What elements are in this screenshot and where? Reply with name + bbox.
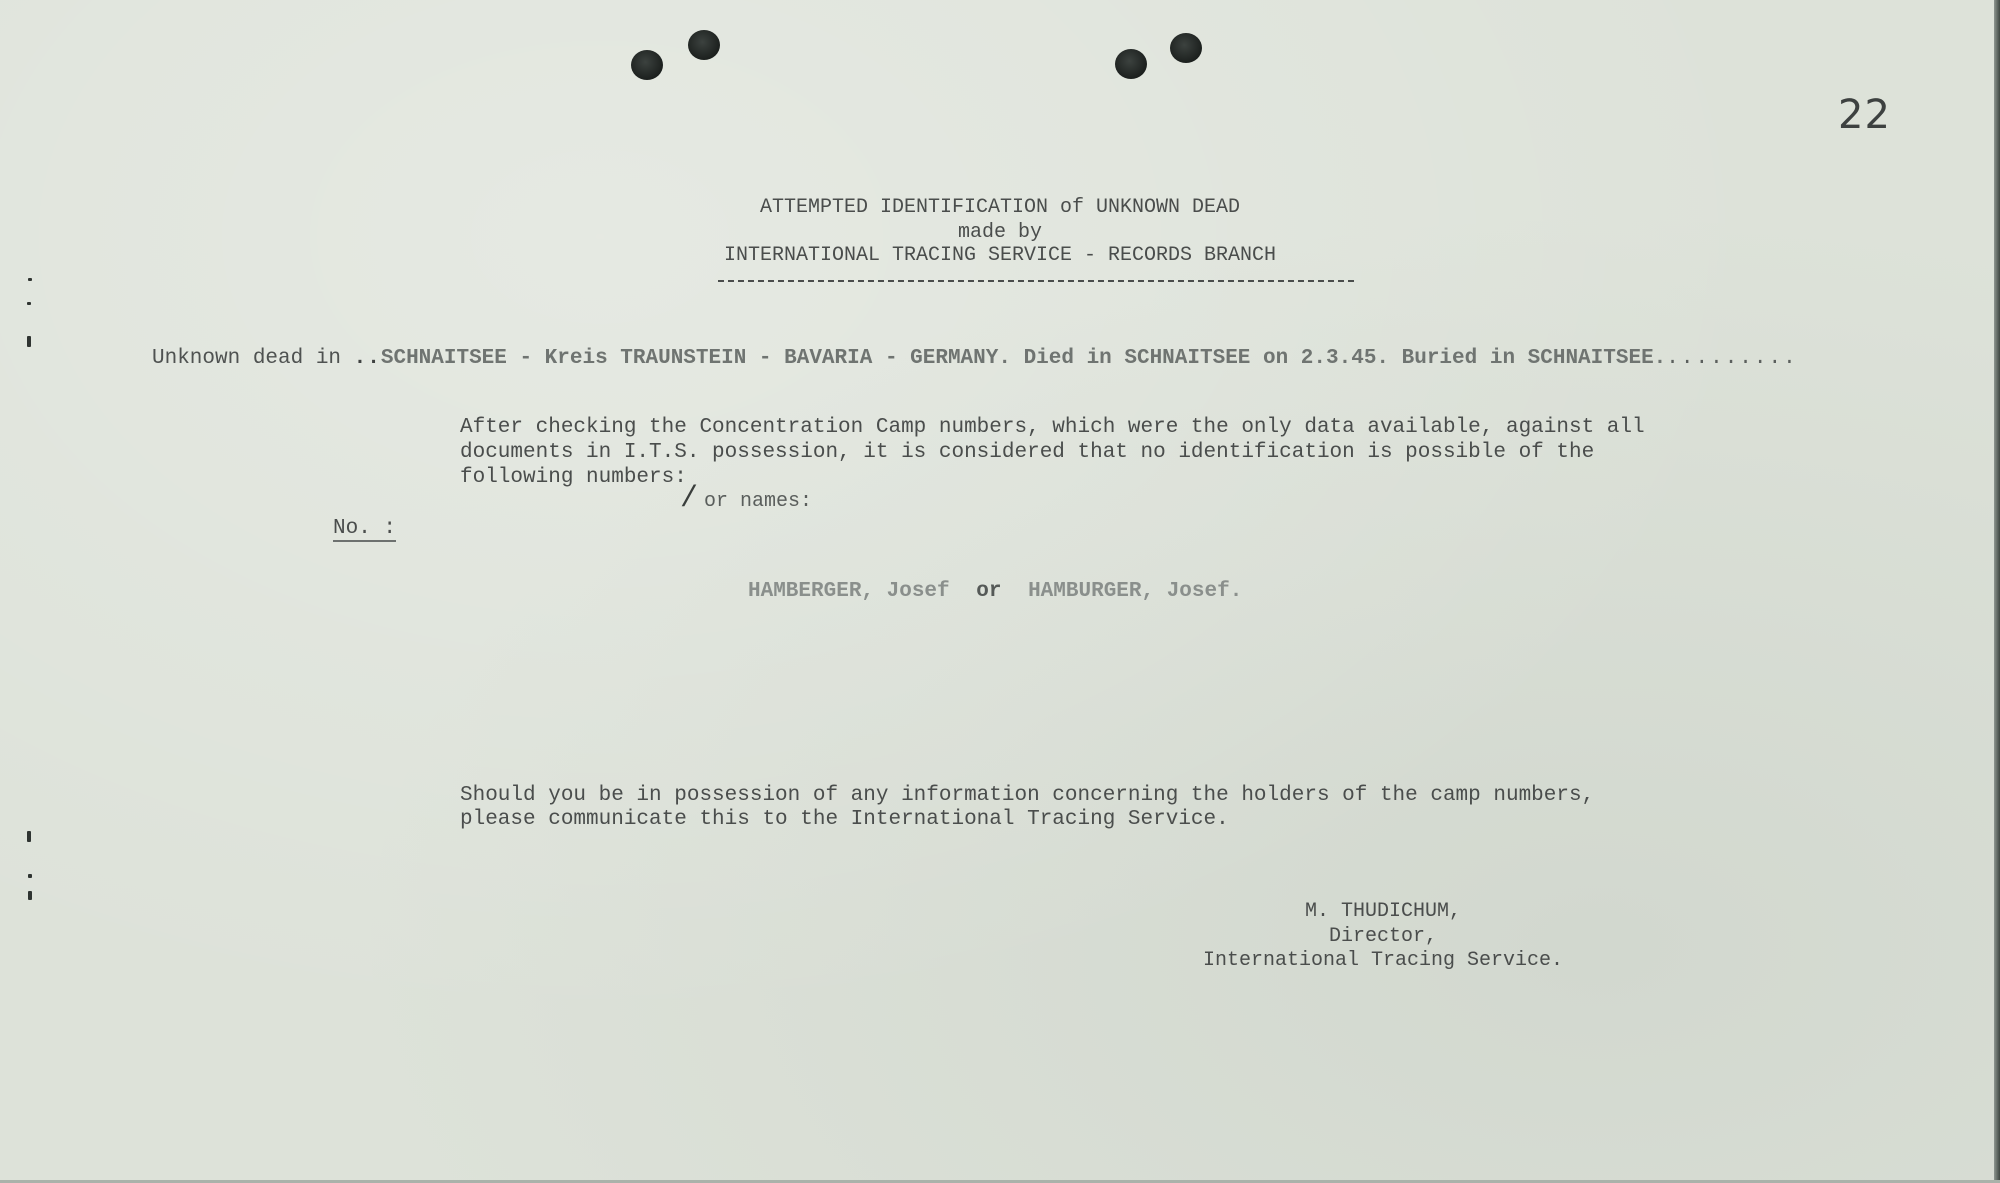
signature-organization: International Tracing Service. bbox=[1202, 949, 1564, 972]
header-title: ATTEMPTED IDENTIFICATION of UNKNOWN DEAD bbox=[759, 196, 1241, 219]
or-names-insert bbox=[680, 482, 812, 516]
punch-hole-3 bbox=[1115, 49, 1147, 79]
body-line-1: After checking the Concentration Camp numbers, which were the only data available, against all bbox=[460, 416, 1645, 439]
punch-hole-1 bbox=[631, 50, 663, 80]
numbers-label bbox=[333, 517, 396, 540]
insert-slash-mark: / bbox=[680, 482, 699, 516]
margin-mark-3 bbox=[27, 336, 31, 347]
signature-name: M. THUDICHUM, bbox=[1304, 900, 1462, 923]
margin-mark-2 bbox=[27, 302, 31, 305]
or-names-label: or names: bbox=[704, 490, 813, 513]
body-line-3: following numbers: bbox=[460, 466, 687, 489]
names-connector: or bbox=[976, 580, 1002, 603]
margin-mark-5 bbox=[28, 874, 32, 878]
signature-title: Director, bbox=[1328, 925, 1438, 948]
body-line-2: documents in I.T.S. possession, it is considered that no identification is possible of the bbox=[460, 441, 1595, 464]
punch-hole-4 bbox=[1170, 33, 1202, 63]
names-line bbox=[748, 580, 1242, 603]
closing-line-1: Should you be in possession of any information concerning the holders of the camp numbers, bbox=[460, 784, 1595, 807]
unknown-dead-location: SCHNAITSEE - Kreis TRAUNSTEIN - BAVARIA - GERMANY. Died in SCHNAITSEE on 2.3.45. Buried in SCHNAITSEE. bbox=[380, 347, 1667, 370]
name-2: HAMBURGER, Josef. bbox=[1028, 580, 1243, 603]
margin-mark-4 bbox=[27, 831, 31, 842]
header-organization: INTERNATIONAL TRACING SERVICE - RECORDS BRANCH bbox=[723, 244, 1277, 267]
page-number: 22 bbox=[1838, 92, 1891, 138]
unknown-dead-trailing-dots: ......... bbox=[1666, 347, 1798, 370]
margin-mark-1 bbox=[28, 278, 32, 281]
unknown-dead-line bbox=[152, 347, 1798, 370]
margin-mark-6 bbox=[28, 891, 32, 900]
page-right-edge bbox=[1994, 0, 2000, 1183]
name-1: HAMBERGER, Josef bbox=[748, 580, 950, 603]
numbers-label-text: No. : bbox=[333, 517, 397, 540]
closing-line-2: please communicate this to the International Tracing Service. bbox=[460, 808, 1229, 831]
punch-hole-2 bbox=[688, 30, 720, 60]
unknown-dead-label: Unknown dead in bbox=[152, 347, 342, 370]
header-made-by: made by bbox=[957, 221, 1042, 244]
unknown-dead-leading-dots: .. bbox=[353, 347, 381, 370]
header-rule bbox=[718, 280, 1354, 282]
